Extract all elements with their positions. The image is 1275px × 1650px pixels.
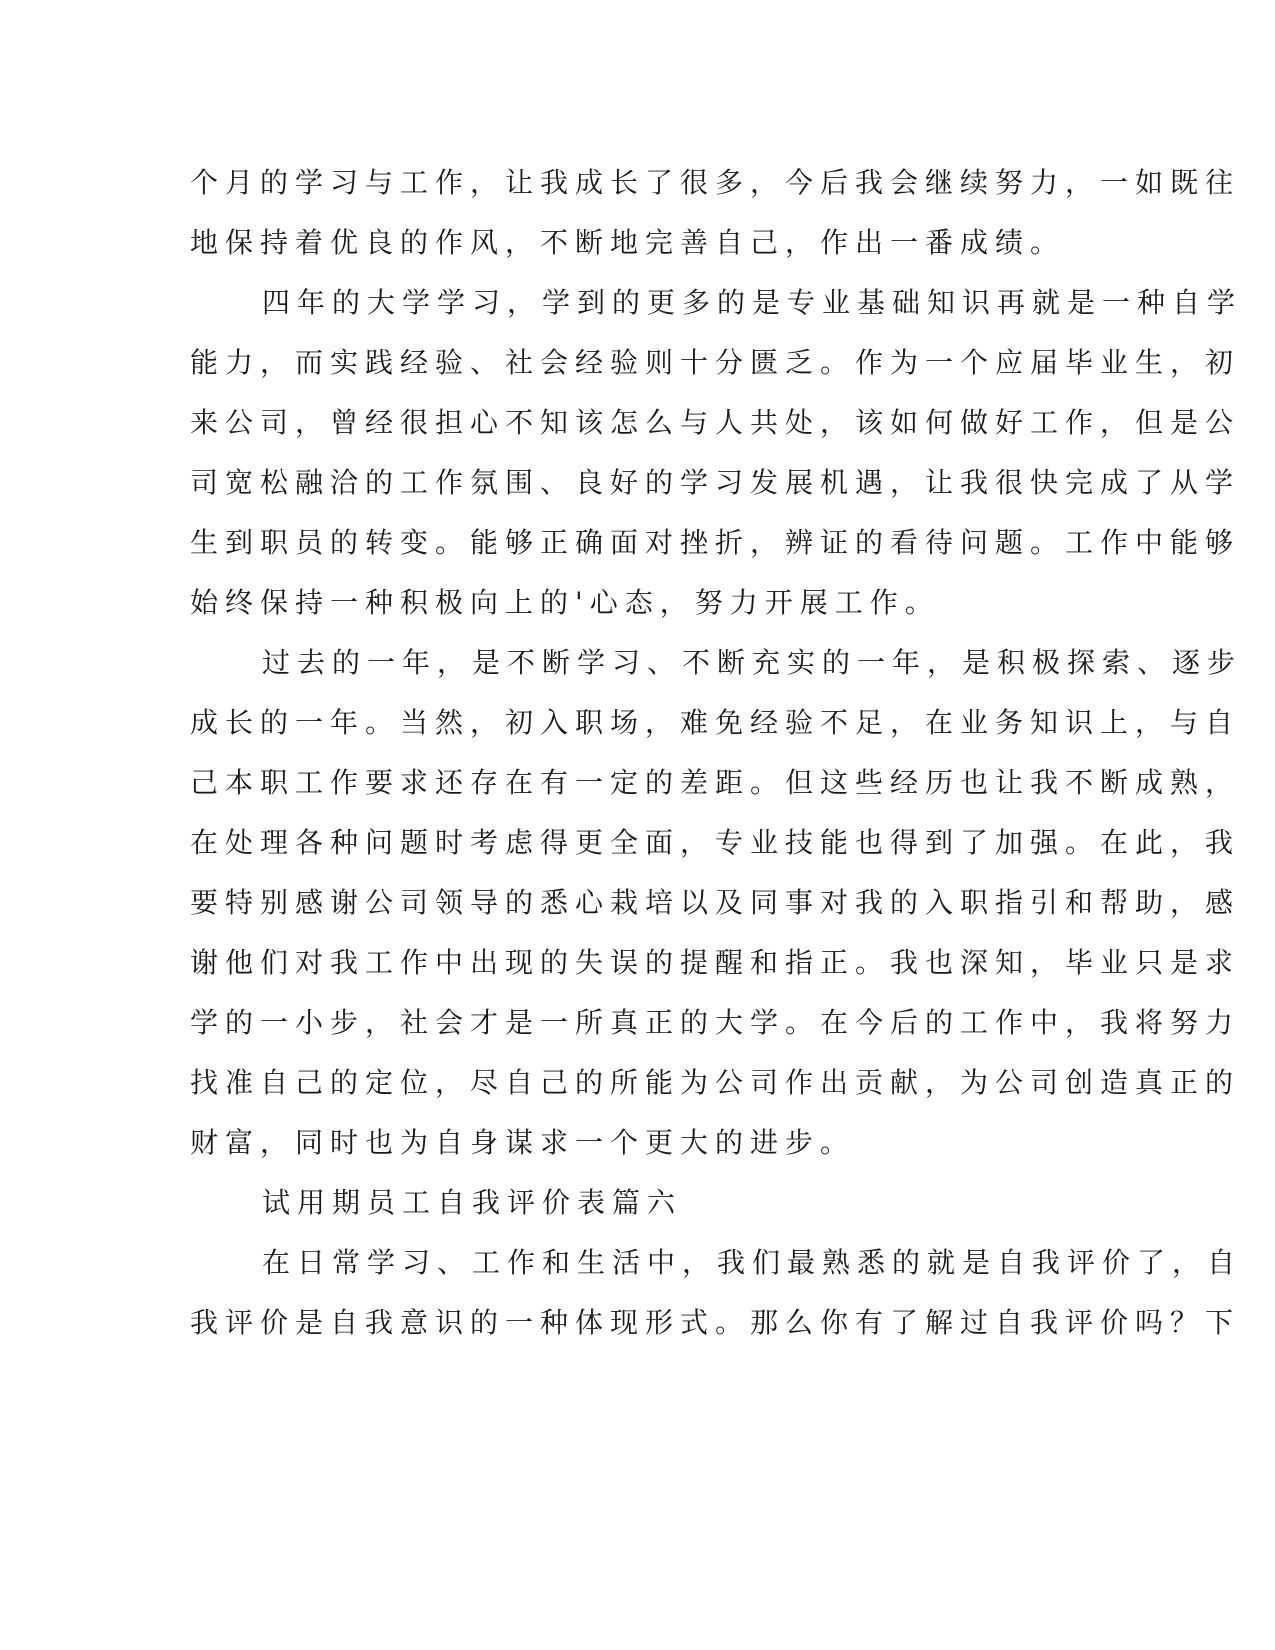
paragraph-start-line: 在日常学习、工作和生活中，我们最熟悉的就是自我评价了，自 [262, 1246, 1243, 1279]
section-heading: 试用期员工自我评价表篇六 [262, 1186, 683, 1219]
text-line: 地保持着优良的作风，不断地完善自己，作出一番成绩。 [190, 226, 1066, 259]
text-line: 能力，而实践经验、社会经验则十分匮乏。作为一个应届毕业生，初 [190, 346, 1241, 379]
text-line: 财富，同时也为自身谋求一个更大的进步。 [190, 1126, 856, 1159]
text-line: 来公司，曾经很担心不知该怎么与人共处，该如何做好工作，但是公 [190, 406, 1241, 439]
text-line: 学的一小步，社会才是一所真正的大学。在今后的工作中，我将努力 [190, 1006, 1241, 1039]
text-line: 找准自己的定位，尽自己的所能为公司作出贡献，为公司创造真正的 [190, 1066, 1241, 1099]
paragraph-start-line: 四年的大学学习，学到的更多的是专业基础知识再就是一种自学 [262, 286, 1243, 319]
paragraph-start-line: 过去的一年，是不断学习、不断充实的一年，是积极探索、逐步 [262, 646, 1243, 679]
text-line: 司宽松融洽的工作氛围、良好的学习发展机遇，让我很快完成了从学 [190, 466, 1241, 499]
text-line: 成长的一年。当然，初入职场，难免经验不足，在业务知识上，与自 [190, 706, 1241, 739]
text-line: 生到职员的转变。能够正确面对挫折，辨证的看待问题。工作中能够 [190, 526, 1241, 559]
text-line: 己本职工作要求还存在有一定的差距。但这些经历也让我不断成熟， [190, 766, 1241, 799]
text-line: 个月的学习与工作，让我成长了很多，今后我会继续努力，一如既往 [190, 166, 1241, 199]
text-line: 我评价是自我意识的一种体现形式。那么你有了解过自我评价吗？下 [190, 1306, 1241, 1339]
text-line: 始终保持一种积极向上的'心态，努力开展工作。 [190, 586, 940, 619]
text-line: 谢他们对我工作中出现的失误的提醒和指正。我也深知，毕业只是求 [190, 946, 1241, 979]
text-line: 要特别感谢公司领导的悉心栽培以及同事对我的入职指引和帮助，感 [190, 886, 1241, 919]
text-line: 在处理各种问题时考虑得更全面，专业技能也得到了加强。在此，我 [190, 826, 1241, 859]
